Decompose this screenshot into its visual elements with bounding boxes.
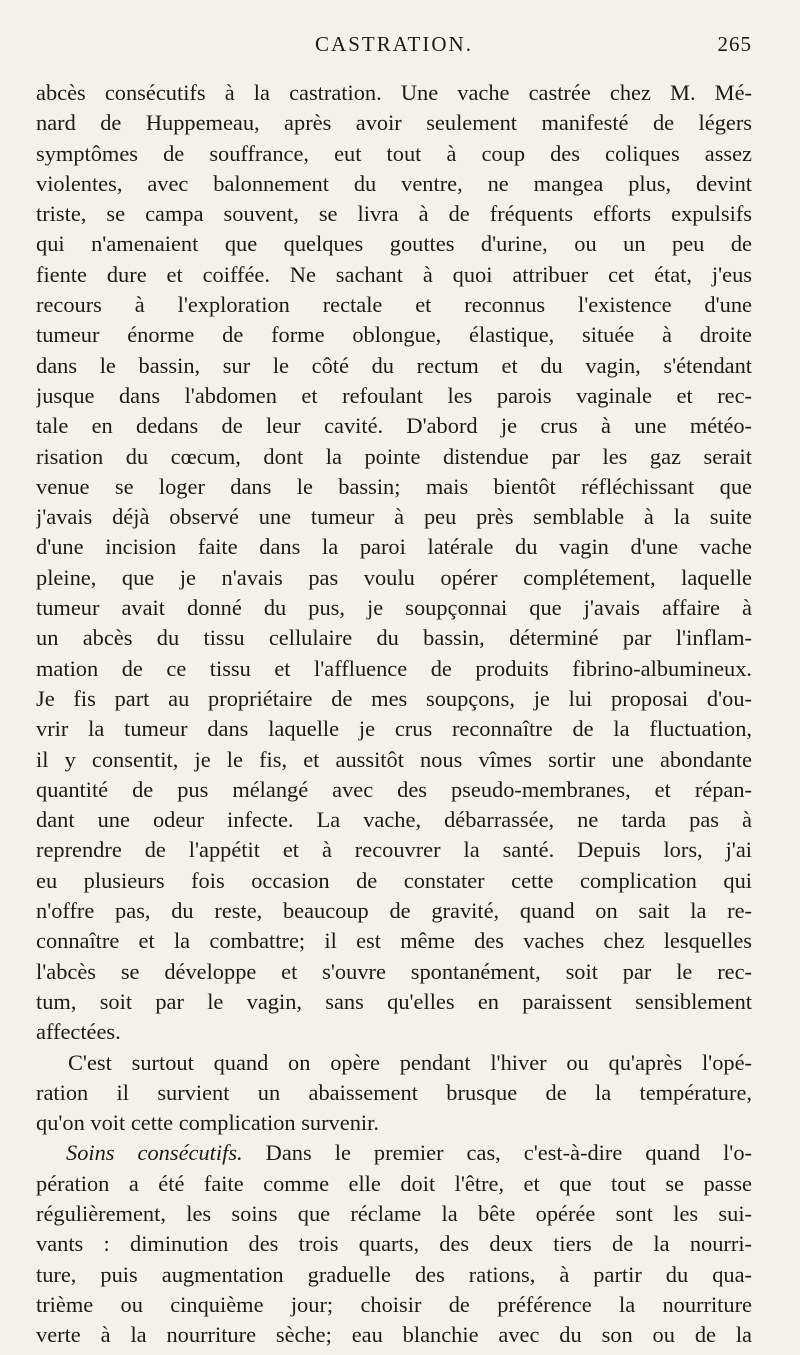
- text-line: tumeur avait donné du pus, je soupçonnai que j'avais affaire à: [36, 595, 752, 621]
- text-line: il y consentit, je le fis, et aussitôt nous vîmes sortir une abondante: [36, 746, 752, 772]
- text-line: dant une odeur infecte. La vache, débarrassée, ne tarda pas à: [36, 807, 752, 833]
- italic-lead: Soins consécutifs.: [66, 1140, 243, 1166]
- text-line: pération a été faite comme elle doit l'être, et que tout se passe: [36, 1170, 752, 1196]
- text-line: tumeur énorme de forme oblongue, élastique, située à droite: [36, 322, 752, 348]
- text-line: recours à l'exploration rectale et reconnus l'existence d'une: [36, 292, 752, 318]
- text-line: d'une incision faite dans la paroi latérale du vagin d'une vache: [36, 534, 752, 560]
- page-header: [36, 30, 752, 60]
- text-line: abcès consécutifs à la castration. Une vache castrée chez M. Mé-: [36, 80, 752, 105]
- body-text: [36, 78, 752, 1350]
- text-line-with-italic-lead: [36, 1138, 752, 1168]
- text-line: régulièrement, les soins que réclame la bête opérée sont les sui-: [36, 1200, 752, 1226]
- text-line: vants : diminution des trois quarts, des deux tiers de la nourri-: [36, 1231, 752, 1257]
- text-line: n'offre pas, du reste, beaucoup de gravité, quand on sait la re-: [36, 898, 752, 924]
- text-line: triste, se campa souvent, se livra à de fréquents efforts expulsifs: [36, 201, 752, 227]
- text-line: C'est surtout quand on opère pendant l'hiver ou qu'après l'opé-: [68, 1049, 752, 1075]
- text-line: ration il survient un abaissement brusque de la température,: [36, 1079, 752, 1105]
- text-line: jusque dans l'abdomen et refoulant les parois vaginale et rec-: [36, 382, 752, 408]
- text-line: verte à la nourriture sèche; eau blanchie avec du son ou de la: [36, 1322, 752, 1348]
- text-line: symptômes de souffrance, eut tout à coup des coliques assez: [36, 140, 752, 166]
- text-line: quantité de pus mélangé avec des pseudo-membranes, et répan-: [36, 776, 752, 802]
- text-line-rest: Dans le premier cas, c'est-à-dire quand l'o-: [265, 1140, 752, 1166]
- text-line: eu plusieurs fois occasion de constater cette complication qui: [36, 867, 752, 893]
- text-line: affectées.: [36, 1019, 121, 1045]
- text-line: trième ou cinquième jour; choisir de préférence la nourriture: [36, 1291, 752, 1317]
- text-line: l'abcès se développe et s'ouvre spontanément, soit par le rec-: [36, 958, 752, 984]
- text-line: j'avais déjà observé une tumeur à peu près semblable à la suite: [36, 504, 752, 530]
- text-line: reprendre de l'appétit et à recouvrer la santé. Depuis lors, j'ai: [36, 837, 752, 863]
- text-line: tum, soit par le vagin, sans qu'elles en paraissent sensiblement: [36, 988, 752, 1014]
- text-line: tale en dedans de leur cavité. D'abord je crus à une météo-: [36, 413, 752, 439]
- text-line: qui n'amenaient que quelques gouttes d'urine, ou un peu de: [36, 231, 752, 257]
- text-line: Je fis part au propriétaire de mes soupçons, je lui proposai d'ou-: [36, 685, 752, 711]
- text-line: risation du cœcum, dont la pointe distendue par les gaz serait: [36, 443, 752, 469]
- page-number: 265: [717, 32, 752, 56]
- text-line: venue se loger dans le bassin; mais bientôt réfléchissant que: [36, 473, 752, 499]
- text-line: violentes, avec balonnement du ventre, ne mangea plus, devint: [36, 170, 752, 196]
- text-line: pleine, que je n'avais pas voulu opérer complétement, laquelle: [36, 564, 752, 590]
- text-line: connaître et la combattre; il est même des vaches chez lesquelles: [36, 928, 752, 954]
- text-line: mation de ce tissu et l'affluence de produits fibrino-albumineux.: [36, 655, 752, 681]
- text-line: fiente dure et coiffée. Ne sachant à quoi attribuer cet état, j'eus: [36, 261, 752, 287]
- text-line: un abcès du tissu cellulaire du bassin, déterminé par l'inflam-: [36, 625, 752, 651]
- text-line: vrir la tumeur dans laquelle je crus reconnaître de la fluctuation,: [36, 716, 752, 742]
- running-title: CASTRATION.: [315, 32, 473, 56]
- text-line: dans le bassin, sur le côté du rectum et du vagin, s'étendant: [36, 352, 752, 378]
- text-line: nard de Huppemeau, après avoir seulement manifesté de légers: [36, 110, 752, 136]
- text-line: qu'on voit cette complication survenir.: [36, 1110, 379, 1136]
- text-line: ture, puis augmentation graduelle des rations, à partir du qua-: [36, 1261, 752, 1287]
